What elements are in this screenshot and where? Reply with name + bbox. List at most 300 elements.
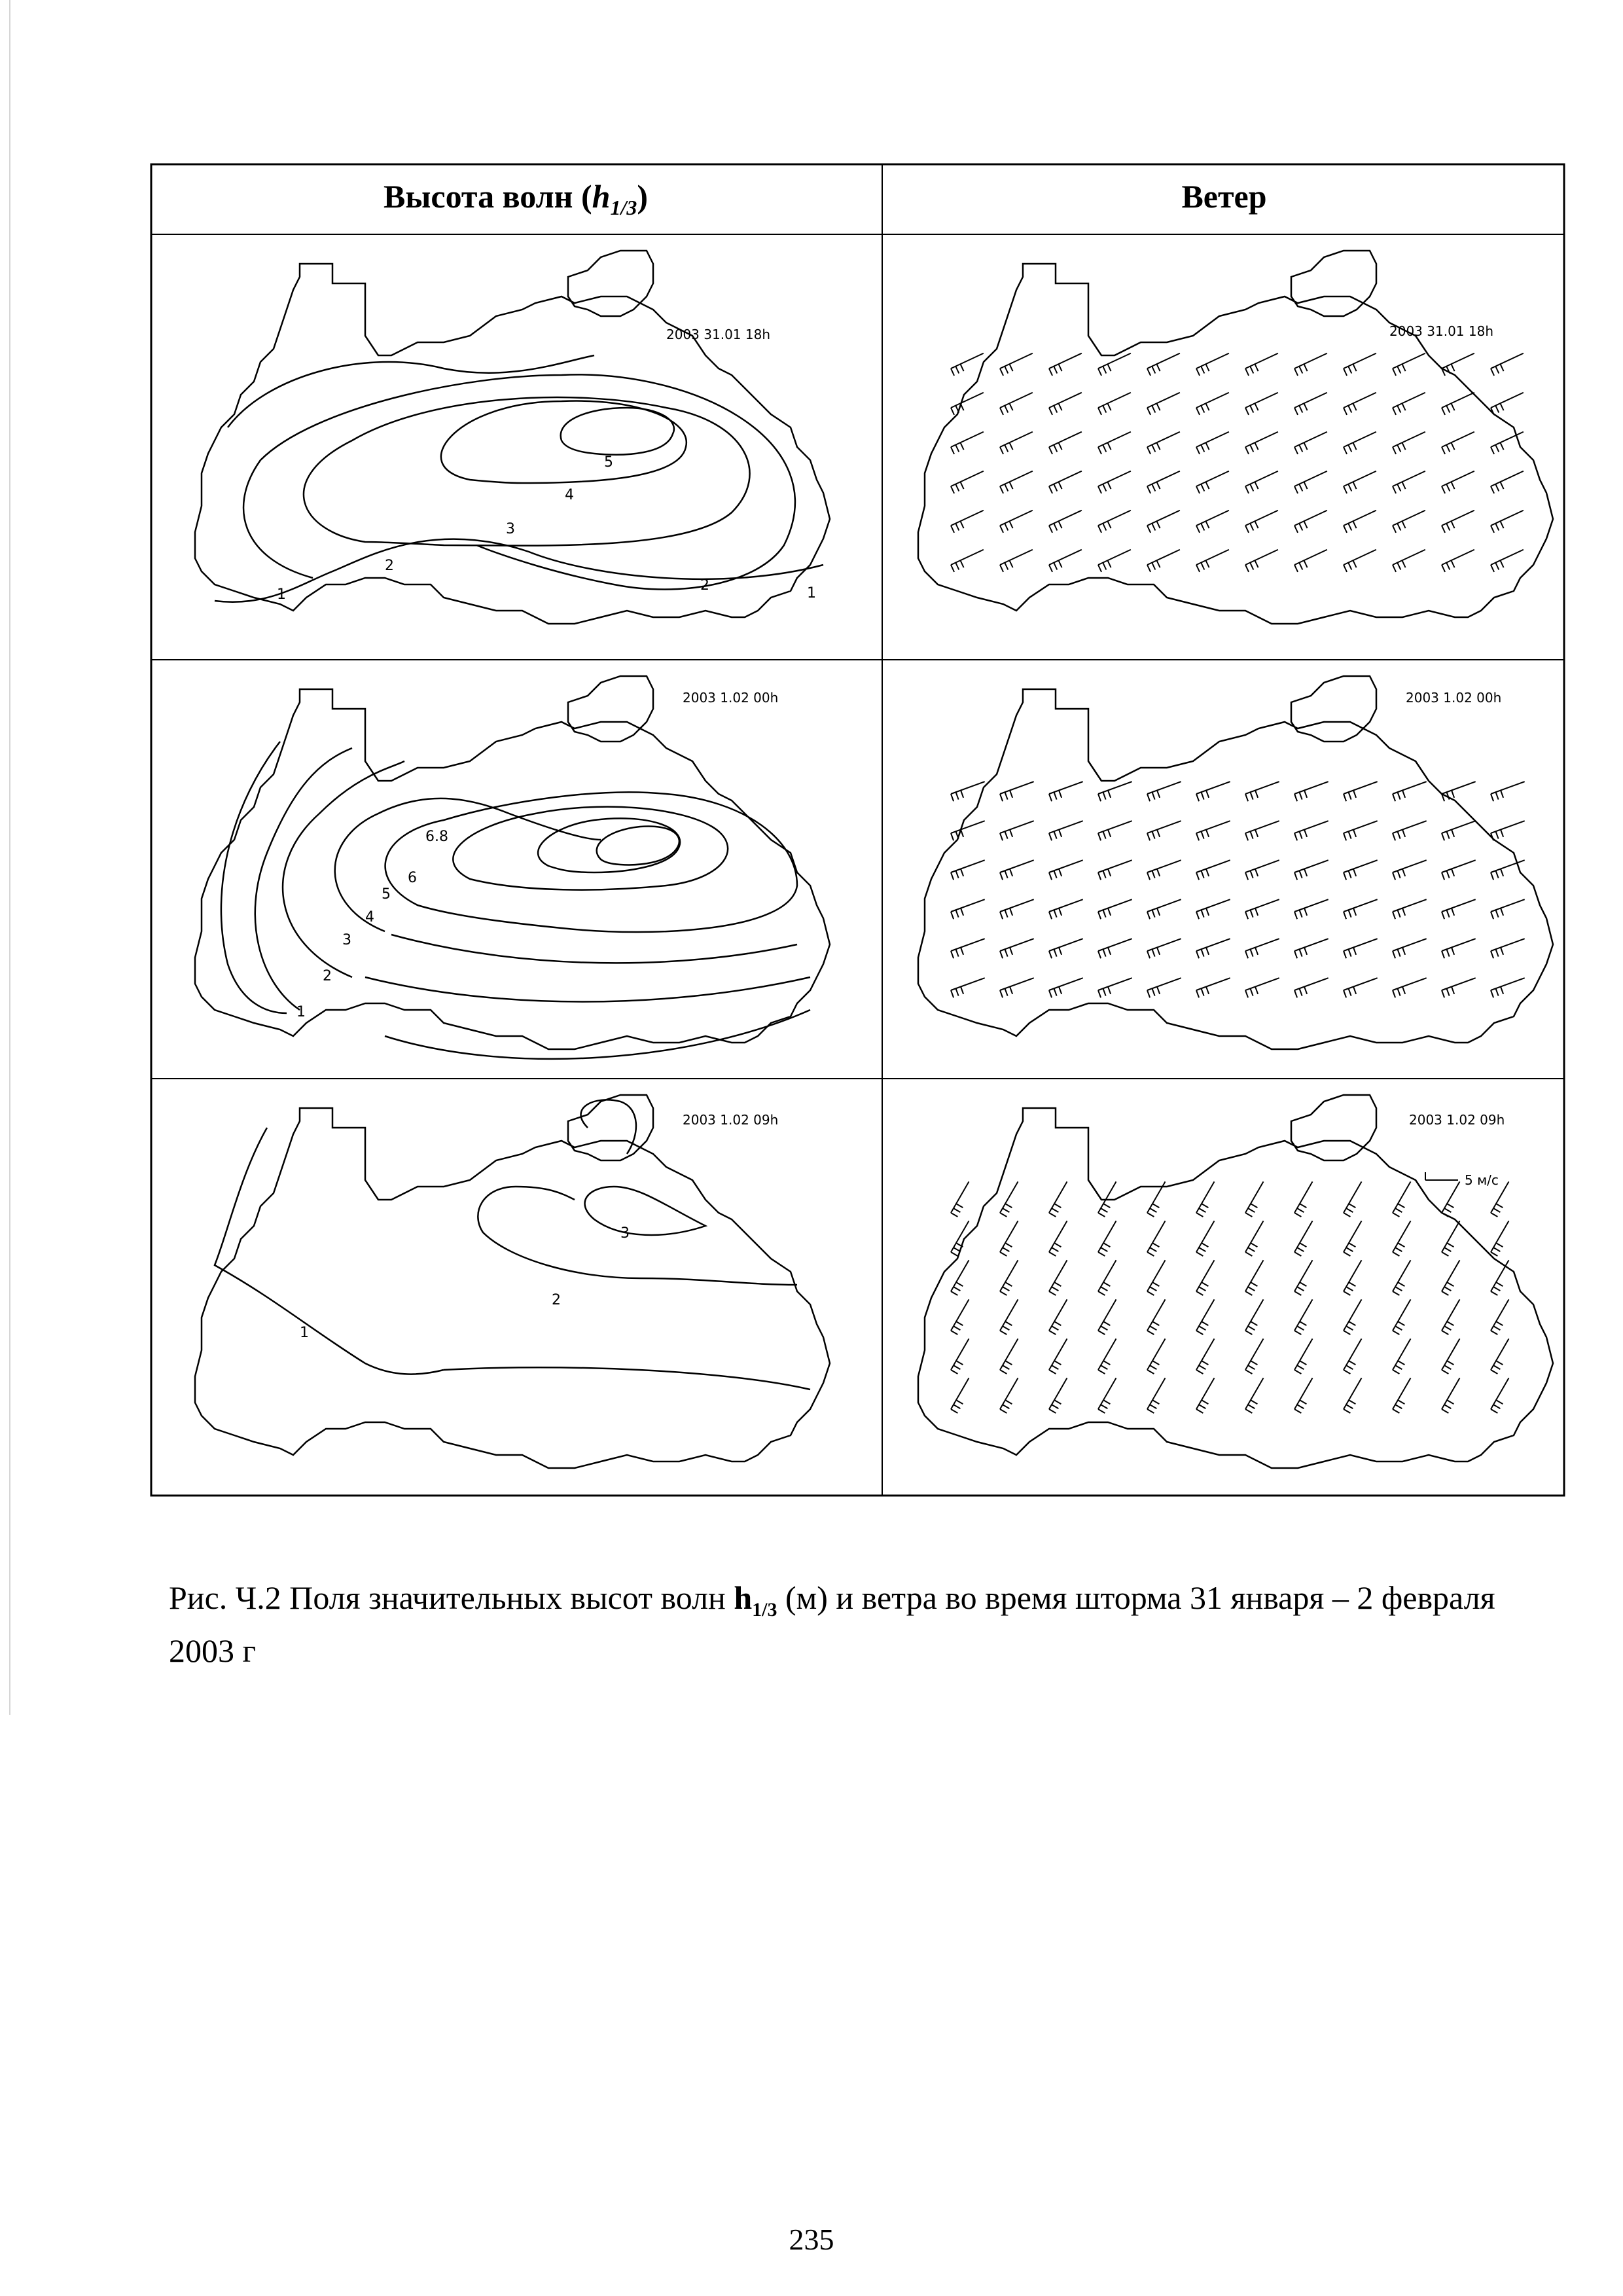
wind-barb: [1496, 949, 1499, 956]
wind-barb: [1304, 987, 1307, 994]
wind-barb: [961, 948, 963, 955]
wind-barb: [1245, 912, 1248, 919]
wind-barb: [1059, 560, 1062, 567]
wind-barb: [1397, 367, 1400, 374]
contour-line: [444, 1367, 810, 1390]
wind-barb: [1393, 565, 1396, 572]
wind-barb: [1393, 990, 1395, 997]
wind-barb: [1245, 794, 1248, 801]
wind-barb: [1003, 1287, 1009, 1291]
wind-barb: [1304, 908, 1307, 916]
wind-barb: [1000, 951, 1003, 958]
wind-barb: [1108, 869, 1111, 876]
contour-label: 4: [365, 909, 374, 925]
wind-barb: [1054, 949, 1057, 956]
wind-map-panel-3: [892, 1088, 1560, 1488]
wind-barb: [1297, 1326, 1304, 1330]
wind-barb: [1349, 1243, 1355, 1247]
wind-barb: [1501, 987, 1503, 994]
wind-barb: [1201, 484, 1204, 492]
wind-barb: [1447, 1204, 1454, 1208]
wind-barb: [1202, 831, 1204, 838]
wind-barb: [1250, 524, 1253, 531]
wind-barb: [1202, 1282, 1208, 1286]
wind-arrow: [1196, 1378, 1215, 1409]
wind-barb: [1000, 990, 1003, 997]
wind-barb: [1108, 482, 1111, 489]
wind-barb: [1501, 403, 1504, 410]
wave-timestamp: 2003 31.01 18h: [666, 327, 770, 342]
wind-barb: [1000, 1213, 1007, 1217]
wind-barb: [1005, 367, 1008, 374]
wind-arrow: [1196, 1338, 1215, 1370]
wind-barb: [1196, 1252, 1203, 1256]
wind-barb: [1103, 1204, 1110, 1208]
wind-barb: [1501, 830, 1503, 837]
wind-barb: [1447, 910, 1450, 917]
wind-barb: [955, 524, 959, 531]
wind-barb: [1052, 1365, 1058, 1369]
wind-barb: [1294, 408, 1298, 415]
wind-barb: [1049, 990, 1052, 997]
contour-line: [215, 1128, 444, 1374]
wind-barb: [1294, 833, 1297, 840]
wind-barb: [1059, 442, 1062, 450]
wind-barb: [1348, 445, 1351, 452]
wind-barb: [1245, 951, 1248, 958]
wind-barb: [1344, 1291, 1350, 1295]
wind-barb: [1398, 831, 1400, 838]
page-number: 235: [789, 2223, 834, 2256]
wind-barb: [1495, 406, 1499, 413]
wind-barb: [1393, 526, 1396, 533]
wind-barb: [1304, 442, 1308, 450]
wind-barb: [956, 910, 959, 917]
wind-barb: [1010, 987, 1012, 994]
wind-barb: [1206, 442, 1209, 450]
wind-barb: [1251, 1243, 1257, 1247]
wind-barb: [1344, 526, 1347, 533]
wind-barb: [951, 486, 954, 493]
wind-barb: [1103, 870, 1106, 878]
wind-barb: [1395, 1287, 1402, 1291]
wind-barb: [1152, 367, 1155, 374]
wind-barb: [1395, 1326, 1402, 1330]
wind-barb: [1349, 1321, 1355, 1325]
wind-barb: [1052, 1326, 1058, 1330]
wind-barb: [1496, 1243, 1503, 1247]
wind-barb: [1000, 486, 1003, 493]
wind-barb: [1103, 1243, 1110, 1247]
wind-barb: [1447, 1243, 1454, 1247]
wind-barb: [1010, 830, 1012, 837]
wind-barb: [1250, 563, 1253, 570]
wind-barb: [1495, 524, 1499, 531]
wind-barb: [1250, 367, 1253, 374]
contour-line: [335, 798, 601, 931]
wind-barb: [961, 482, 964, 489]
wind-barb: [1005, 1321, 1012, 1325]
wind-arrow: [1147, 1378, 1166, 1409]
wind-barb: [1344, 1331, 1350, 1335]
wind-barb: [956, 949, 959, 956]
contour-line: [585, 1187, 705, 1235]
wind-barb: [1344, 1252, 1350, 1256]
wind-barb: [1147, 1409, 1154, 1413]
wind-barb: [1196, 526, 1200, 533]
contour-label: 2: [700, 577, 709, 594]
wind-barb: [1300, 949, 1302, 956]
figure-caption: [169, 1577, 1510, 1671]
contour-label: 5: [382, 886, 391, 903]
wind-barb: [1098, 1409, 1105, 1413]
wind-barb: [1108, 364, 1111, 371]
wind-barb: [1346, 1365, 1353, 1369]
wind-barb: [1054, 367, 1057, 374]
wind-barb: [1496, 910, 1499, 917]
wind-barb: [1251, 1400, 1257, 1404]
wind-barb: [1304, 560, 1308, 567]
wind-barb: [1251, 1361, 1257, 1365]
wind-barb: [1304, 830, 1307, 837]
wind-barb: [1344, 794, 1346, 801]
wind-barb: [1005, 484, 1008, 492]
wind-barb: [1103, 988, 1106, 996]
wind-barb: [1255, 987, 1258, 994]
contour-label: 3: [620, 1225, 630, 1242]
wind-barb: [1349, 988, 1351, 996]
wind-barb: [1250, 445, 1253, 452]
caption-suffix: (м) и ветра во время шторма 31 января – 2 февраля 2003 г: [169, 1579, 1495, 1669]
wind-barb: [1402, 403, 1406, 410]
wind-barb: [1245, 447, 1249, 454]
wind-barb: [1005, 406, 1008, 413]
wind-barb: [1196, 912, 1199, 919]
wind-arrow: [1442, 1338, 1460, 1370]
wind-barb: [1398, 1321, 1404, 1325]
wind-barb: [1402, 521, 1406, 528]
wind-barb: [1255, 869, 1258, 876]
wind-barb: [1348, 367, 1351, 374]
wind-barb: [1442, 447, 1445, 454]
wind-barb: [1452, 364, 1455, 371]
wind-barb: [1442, 1370, 1448, 1374]
wind-barb: [1199, 1247, 1205, 1251]
wind-barb: [1442, 912, 1444, 919]
wind-barb: [1393, 833, 1395, 840]
wind-barb: [1300, 1321, 1306, 1325]
wind-arrow: [951, 1338, 969, 1370]
wind-barb: [1255, 948, 1258, 955]
wind-barb: [1344, 951, 1346, 958]
wind-barb: [1452, 948, 1454, 955]
wind-barb: [1248, 1405, 1255, 1408]
wind-barb: [1245, 1213, 1252, 1217]
wind-barb: [1294, 1331, 1301, 1335]
wind-barb: [1108, 521, 1111, 528]
wind-barb: [951, 565, 954, 572]
wind-barb: [1054, 563, 1057, 570]
wind-barb: [1054, 445, 1057, 452]
wind-barb: [1103, 524, 1106, 531]
wind-arrow: [1442, 1378, 1460, 1409]
wind-barb: [1000, 565, 1003, 572]
wind-barb: [1206, 364, 1209, 371]
wind-barb: [1059, 521, 1062, 528]
wind-barb: [1402, 442, 1406, 450]
wind-barb: [1005, 563, 1008, 570]
wind-arrow: [1245, 1338, 1264, 1370]
wind-barb: [955, 484, 959, 492]
wind-barb: [1349, 1204, 1355, 1208]
wind-barb: [1010, 948, 1012, 955]
wind-barb: [1049, 1213, 1056, 1217]
wind-barb: [1054, 1204, 1061, 1208]
wind-barb: [1000, 1252, 1007, 1256]
wind-barb: [1157, 560, 1160, 567]
wind-barb: [1059, 908, 1061, 916]
wind-map-panel-1: [892, 244, 1560, 650]
wind-barb: [1196, 1213, 1203, 1217]
wind-timestamp: 2003 31.01 18h: [1389, 323, 1493, 339]
wind-barb: [1491, 990, 1493, 997]
wind-barb: [1491, 1213, 1497, 1217]
wind-barb: [1150, 1326, 1156, 1330]
wind-barb: [1501, 791, 1503, 798]
wind-barb: [1196, 1409, 1203, 1413]
wind-barb: [1206, 987, 1209, 994]
wind-barb: [1491, 486, 1494, 493]
wind-barb: [1255, 791, 1258, 798]
wind-barb: [1501, 364, 1504, 371]
wind-barb: [1098, 565, 1101, 572]
wind-barb: [1201, 445, 1204, 452]
wind-barb: [1098, 951, 1101, 958]
wind-barb: [1248, 1365, 1255, 1369]
wind-barb: [1147, 565, 1150, 572]
wind-barb: [1005, 1361, 1012, 1365]
wind-barb: [1152, 831, 1155, 838]
wind-barb: [1398, 792, 1400, 799]
contour-line: [365, 977, 810, 1002]
wind-barb: [1152, 445, 1155, 452]
wind-barb: [1493, 1365, 1500, 1369]
wind-barb: [1049, 833, 1052, 840]
wind-arrow: [1245, 1378, 1264, 1409]
wind-barb: [951, 408, 954, 415]
wind-barb: [1000, 1331, 1007, 1335]
wind-barb: [1202, 1321, 1208, 1325]
wind-barb: [1103, 910, 1106, 917]
wind-barb: [1300, 1204, 1306, 1208]
wind-barb: [1152, 792, 1155, 799]
wind-barb: [1304, 364, 1308, 371]
wind-arrow: [1294, 1338, 1313, 1370]
wind-barb: [1248, 1287, 1255, 1291]
wind-barb: [1402, 482, 1406, 489]
wind-barb: [1103, 949, 1106, 956]
wind-map-panel-2: [892, 670, 1560, 1069]
wind-barb: [1452, 908, 1454, 916]
wind-barb: [1353, 869, 1356, 876]
wind-barb: [1196, 872, 1199, 880]
wave-map-panel-2: [169, 670, 876, 1069]
wind-barb: [1255, 364, 1258, 371]
wind-barb: [1447, 1282, 1454, 1286]
contour-label: 6: [408, 870, 417, 886]
contour-label: 1: [296, 1004, 306, 1020]
wind-barb: [1196, 990, 1199, 997]
wind-barb: [1344, 872, 1346, 880]
wind-barb: [1491, 951, 1493, 958]
wind-barb: [1353, 987, 1356, 994]
wind-barb: [1493, 1247, 1500, 1251]
wind-barb: [1245, 990, 1248, 997]
wind-barb: [1010, 364, 1013, 371]
contour-line: [215, 539, 823, 602]
contour-line: [304, 397, 750, 546]
wind-barb: [1202, 792, 1204, 799]
wind-barb: [1349, 910, 1351, 917]
wind-barb: [1199, 1365, 1205, 1369]
wind-barb: [1202, 949, 1204, 956]
wave-height-header-label: Высота волн (: [383, 178, 592, 215]
wind-barb: [1348, 484, 1351, 492]
wind-barb: [955, 445, 959, 452]
wind-barb: [1157, 791, 1160, 798]
wind-barb: [1491, 1370, 1497, 1374]
wind-barb: [1196, 447, 1200, 454]
wind-barb: [1353, 442, 1357, 450]
wind-barb: [1049, 368, 1052, 376]
wind-barb: [1393, 1213, 1399, 1217]
contour-line: [441, 401, 687, 483]
wind-barb: [1344, 447, 1347, 454]
wind-barb: [1199, 1326, 1205, 1330]
wind-barb: [1398, 1204, 1404, 1208]
wind-barb: [1349, 949, 1351, 956]
wind-barb: [955, 367, 959, 374]
wind-barb: [1000, 526, 1003, 533]
wind-barb: [1294, 1252, 1301, 1256]
wind-barb: [1393, 1252, 1399, 1256]
wind-barb: [1245, 486, 1249, 493]
wind-barb: [1005, 1400, 1012, 1404]
wind-barb: [1157, 987, 1160, 994]
wind-barb: [1098, 990, 1101, 997]
wind-barb: [1294, 951, 1297, 958]
wind-barb: [1103, 445, 1106, 452]
wind-barb: [1297, 1405, 1304, 1408]
wind-barb: [1103, 563, 1106, 570]
wind-barb: [1054, 988, 1057, 996]
wind-barb: [1299, 445, 1302, 452]
wind-barb: [1108, 403, 1111, 410]
wind-barb: [1349, 792, 1351, 799]
wind-barb: [1501, 482, 1504, 489]
wind-barb: [1398, 1400, 1404, 1404]
wind-barb: [1003, 1247, 1009, 1251]
wind-barb: [1447, 870, 1450, 878]
wind-barb: [1346, 1208, 1353, 1212]
wind-barb: [1393, 447, 1396, 454]
wind-barb: [1049, 408, 1052, 415]
wind-barb: [1344, 1409, 1350, 1413]
contour-label: 1: [807, 585, 816, 601]
wind-barb: [1444, 1365, 1451, 1369]
wind-barb: [1152, 1204, 1159, 1208]
wind-barb: [1402, 948, 1405, 955]
wind-barb: [1101, 1287, 1107, 1291]
scan-edge-line: [9, 0, 10, 1715]
wind-barb: [1206, 482, 1209, 489]
wind-barb: [1297, 1247, 1304, 1251]
wave-height-symbol: h: [592, 178, 611, 215]
wind-barb: [1010, 442, 1013, 450]
wind-barb: [1349, 1400, 1355, 1404]
wind-barb: [1353, 908, 1356, 916]
wind-barb: [1251, 792, 1253, 799]
wind-barb: [1294, 486, 1298, 493]
wind-barb: [1196, 1370, 1203, 1374]
sea-outline: [918, 251, 1553, 624]
wind-barb: [1010, 482, 1013, 489]
wind-barb: [1101, 1405, 1107, 1408]
wind-barb: [1103, 792, 1106, 799]
wind-barb: [1447, 1361, 1454, 1365]
wind-barb: [1103, 484, 1106, 492]
wind-barb: [1000, 1291, 1007, 1295]
wind-barb: [1395, 1405, 1402, 1408]
wind-barb: [1402, 791, 1405, 798]
wind-barb: [1442, 565, 1445, 572]
wind-barb: [1245, 526, 1249, 533]
wind-barb: [1101, 1247, 1107, 1251]
wind-barb: [951, 447, 954, 454]
wind-barb: [1147, 794, 1150, 801]
wind-barb: [1010, 791, 1012, 798]
wind-barb: [1000, 912, 1003, 919]
wind-barb: [1098, 794, 1101, 801]
wind-barb: [951, 1409, 957, 1413]
contour-line: [385, 792, 797, 932]
wind-barb: [1245, 1409, 1252, 1413]
wind-barb: [1147, 1252, 1154, 1256]
contour-line: [478, 1187, 797, 1285]
wind-barb: [961, 791, 963, 798]
wind-barb: [1294, 368, 1298, 376]
wind-barb: [1344, 833, 1346, 840]
wind-barb: [1452, 442, 1455, 450]
wind-barb: [1206, 791, 1209, 798]
wind-barb: [1452, 869, 1454, 876]
wind-barb: [961, 869, 963, 876]
wind-barb: [1003, 1365, 1009, 1369]
wave-height-header-close: ): [637, 178, 648, 215]
wind-barb: [1245, 565, 1249, 572]
wind-barb: [1103, 1282, 1110, 1286]
wind-barb: [1398, 1361, 1404, 1365]
wind-barb: [1206, 908, 1209, 916]
wind-barb: [1398, 910, 1400, 917]
wind-barb: [1501, 869, 1503, 876]
wind-barb: [1147, 912, 1150, 919]
wind-barb: [1491, 526, 1494, 533]
wind-barb: [1398, 1243, 1404, 1247]
wind-barb: [1150, 1208, 1156, 1212]
wind-barb: [1103, 367, 1106, 374]
wind-barb: [1452, 521, 1455, 528]
